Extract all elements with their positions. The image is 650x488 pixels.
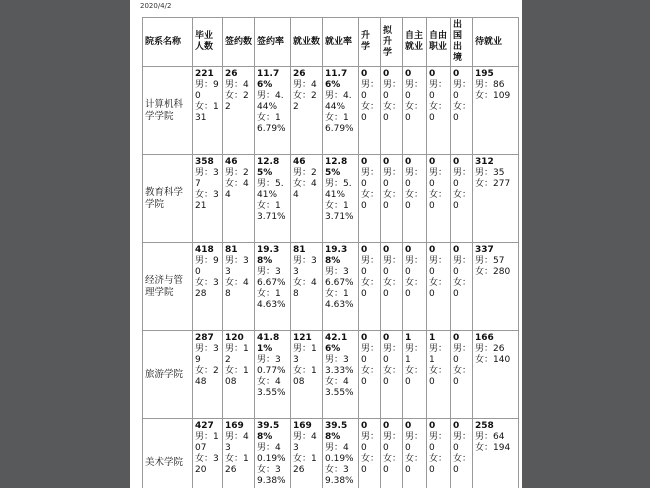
- male-value: 男：43: [225, 432, 249, 453]
- female-value: 女：0: [453, 454, 472, 475]
- male-value: 男：35: [475, 168, 505, 178]
- employment-table: [142, 17, 519, 488]
- table-row: [143, 243, 519, 331]
- cell-freelance: [427, 67, 451, 155]
- cell-employed: [291, 419, 323, 488]
- female-value: 女：0: [383, 454, 402, 475]
- female-value: 女：14.63%: [325, 289, 354, 310]
- female-value: 女：321: [195, 190, 219, 211]
- cell-abroad: [451, 67, 473, 155]
- college-name: 美术学院: [143, 419, 193, 488]
- cell-sign-rate: [255, 419, 291, 488]
- male-value: 男：0: [453, 256, 472, 277]
- column-header: 毕业人数: [193, 18, 223, 67]
- cell-sign-rate: [255, 155, 291, 243]
- document-page: [130, 0, 522, 488]
- total-value: 41.81%: [257, 333, 280, 354]
- column-header: 出国出境: [451, 18, 473, 67]
- cell-freelance: [427, 243, 451, 331]
- male-value: 男：4.44%: [257, 91, 284, 112]
- total-value: 0: [361, 333, 368, 343]
- female-value: 女：0: [383, 102, 402, 123]
- cell-further: [359, 67, 381, 155]
- cell-signed: [223, 155, 255, 243]
- total-value: 0: [405, 245, 412, 255]
- total-value: 427: [195, 421, 214, 431]
- cell-freelance: [427, 419, 451, 488]
- male-value: 男：0: [383, 344, 402, 365]
- cell-pending: [473, 67, 519, 155]
- male-value: 男：0: [453, 80, 472, 101]
- college-name: 旅游学院: [143, 331, 193, 419]
- total-value: 0: [453, 245, 460, 255]
- female-value: 女：0: [429, 454, 448, 475]
- male-value: 男：1: [405, 344, 424, 365]
- male-value: 男：0: [405, 256, 424, 277]
- total-value: 0: [361, 245, 368, 255]
- total-value: 0: [361, 157, 368, 167]
- total-value: 81: [225, 245, 238, 255]
- male-value: 男：0: [429, 432, 448, 453]
- column-header: 就业数: [291, 18, 323, 67]
- female-value: 女：39.38%: [325, 465, 354, 486]
- total-value: 0: [429, 69, 436, 79]
- female-value: 女：13.71%: [325, 201, 354, 222]
- total-value: 26: [293, 69, 306, 79]
- female-value: 女：39.38%: [257, 465, 286, 486]
- male-value: 男：4.44%: [325, 91, 352, 112]
- male-value: 男：40.19%: [257, 443, 286, 464]
- total-value: 19.38%: [325, 245, 348, 266]
- male-value: 男：26: [475, 344, 505, 354]
- column-header: 院系名称: [143, 18, 193, 67]
- female-value: 女：0: [429, 366, 448, 387]
- male-value: 男：5.41%: [325, 179, 352, 200]
- total-value: 0: [429, 421, 436, 431]
- total-value: 11.76%: [325, 69, 348, 90]
- total-value: 26: [225, 69, 238, 79]
- male-value: 男：2: [293, 168, 317, 178]
- cell-employed: [291, 155, 323, 243]
- male-value: 男：0: [361, 344, 380, 365]
- total-value: 166: [475, 333, 494, 343]
- male-value: 男：5.41%: [257, 179, 284, 200]
- female-value: 女：0: [405, 366, 424, 387]
- total-value: 11.76%: [257, 69, 280, 90]
- cell-graduates: [193, 67, 223, 155]
- male-value: 男：0: [405, 168, 424, 189]
- cell-signed: [223, 419, 255, 488]
- cell-signed: [223, 331, 255, 419]
- female-value: 女：44: [293, 179, 317, 200]
- male-value: 男：0: [383, 168, 402, 189]
- female-value: 女：0: [405, 190, 424, 211]
- total-value: 358: [195, 157, 214, 167]
- cell-employed: [291, 67, 323, 155]
- cell-pending: [473, 331, 519, 419]
- total-value: 0: [405, 69, 412, 79]
- male-value: 男：0: [429, 256, 448, 277]
- total-value: 0: [453, 157, 460, 167]
- total-value: 12.85%: [257, 157, 280, 178]
- male-value: 男：90: [195, 80, 219, 101]
- male-value: 男：13: [293, 344, 317, 365]
- female-value: 女：0: [453, 102, 472, 123]
- female-value: 女：44: [225, 179, 249, 200]
- table-row: [143, 331, 519, 419]
- column-header: 签约数: [223, 18, 255, 67]
- table-row: [143, 419, 519, 488]
- column-header: 待就业: [473, 18, 519, 67]
- female-value: 女：22: [293, 91, 317, 112]
- total-value: 0: [405, 157, 412, 167]
- total-value: 0: [405, 421, 412, 431]
- cell-further: [359, 331, 381, 419]
- male-value: 男：0: [361, 80, 380, 101]
- total-value: 39.58%: [325, 421, 348, 442]
- female-value: 女：0: [361, 102, 380, 123]
- male-value: 男：40.19%: [325, 443, 354, 464]
- female-value: 女：22: [225, 91, 249, 112]
- male-value: 男：33: [225, 256, 249, 277]
- male-value: 男：0: [383, 432, 402, 453]
- male-value: 男：1: [429, 344, 448, 365]
- cell-freelance: [427, 331, 451, 419]
- total-value: 0: [383, 421, 390, 431]
- total-value: 12.85%: [325, 157, 348, 178]
- college-name: 经济与管理学院: [143, 243, 193, 331]
- male-value: 男：86: [475, 80, 505, 90]
- cell-employed: [291, 243, 323, 331]
- male-value: 男：0: [361, 168, 380, 189]
- cell-planned: [381, 419, 403, 488]
- cell-abroad: [451, 331, 473, 419]
- cell-planned: [381, 243, 403, 331]
- total-value: 0: [383, 333, 390, 343]
- female-value: 女：0: [383, 190, 402, 211]
- female-value: 女：277: [475, 179, 511, 189]
- total-value: 169: [225, 421, 244, 431]
- cell-signed: [223, 67, 255, 155]
- total-value: 221: [195, 69, 214, 79]
- cell-self-emp: [403, 419, 427, 488]
- header-row: [143, 18, 519, 67]
- cell-further: [359, 155, 381, 243]
- male-value: 男：64: [475, 432, 505, 442]
- column-header: 就业率: [323, 18, 359, 67]
- female-value: 女：0: [383, 278, 402, 299]
- cell-pending: [473, 155, 519, 243]
- male-value: 男：37: [195, 168, 219, 189]
- total-value: 418: [195, 245, 214, 255]
- male-value: 男：0: [453, 168, 472, 189]
- column-header: 自主就业: [403, 18, 427, 67]
- total-value: 46: [293, 157, 306, 167]
- male-value: 男：4: [293, 80, 317, 90]
- cell-graduates: [193, 331, 223, 419]
- male-value: 男：107: [195, 432, 219, 453]
- female-value: 女：0: [429, 102, 448, 123]
- cell-sign-rate: [255, 331, 291, 419]
- cell-graduates: [193, 155, 223, 243]
- total-value: 0: [429, 157, 436, 167]
- cell-graduates: [193, 243, 223, 331]
- print-date: 2020/4/2: [140, 2, 172, 10]
- female-value: 女：194: [475, 443, 511, 453]
- male-value: 男：36.67%: [325, 267, 354, 288]
- female-value: 女：43.55%: [325, 377, 354, 398]
- female-value: 女：328: [195, 278, 219, 299]
- male-value: 男：0: [453, 432, 472, 453]
- cell-pending: [473, 243, 519, 331]
- total-value: 0: [453, 69, 460, 79]
- male-value: 男：33: [293, 256, 317, 277]
- cell-planned: [381, 155, 403, 243]
- cell-emp-rate: [323, 419, 359, 488]
- college-name: 计算机科学学院: [143, 67, 193, 155]
- cell-freelance: [427, 155, 451, 243]
- male-value: 男：0: [429, 168, 448, 189]
- female-value: 女：140: [475, 355, 511, 365]
- female-value: 女：280: [475, 267, 511, 277]
- cell-further: [359, 419, 381, 488]
- male-value: 男：0: [383, 256, 402, 277]
- total-value: 312: [475, 157, 494, 167]
- female-value: 女：0: [361, 454, 380, 475]
- cell-emp-rate: [323, 243, 359, 331]
- male-value: 男：36.67%: [257, 267, 286, 288]
- total-value: 287: [195, 333, 214, 343]
- male-value: 男：90: [195, 256, 219, 277]
- cell-sign-rate: [255, 67, 291, 155]
- male-value: 男：30.77%: [257, 355, 286, 376]
- column-header: 签约率: [255, 18, 291, 67]
- female-value: 女：48: [293, 278, 317, 299]
- total-value: 169: [293, 421, 312, 431]
- female-value: 女：248: [195, 366, 219, 387]
- female-value: 女：0: [361, 278, 380, 299]
- male-value: 男：0: [405, 432, 424, 453]
- total-value: 0: [383, 69, 390, 79]
- female-value: 女：131: [195, 102, 219, 123]
- column-header: 拟升学: [381, 18, 403, 67]
- female-value: 女：0: [405, 102, 424, 123]
- total-value: 1: [405, 333, 412, 343]
- cell-graduates: [193, 419, 223, 488]
- female-value: 女：108: [293, 366, 317, 387]
- total-value: 0: [453, 421, 460, 431]
- cell-planned: [381, 67, 403, 155]
- column-header: 自由职业: [427, 18, 451, 67]
- total-value: 121: [293, 333, 312, 343]
- cell-abroad: [451, 419, 473, 488]
- column-header: 升学: [359, 18, 381, 67]
- total-value: 195: [475, 69, 494, 79]
- female-value: 女：14.63%: [257, 289, 286, 310]
- female-value: 女：0: [453, 278, 472, 299]
- male-value: 男：57: [475, 256, 505, 266]
- female-value: 女：108: [225, 366, 249, 387]
- female-value: 女：0: [453, 190, 472, 211]
- male-value: 男：0: [429, 80, 448, 101]
- female-value: 女：43.55%: [257, 377, 286, 398]
- cell-self-emp: [403, 331, 427, 419]
- total-value: 39.58%: [257, 421, 280, 442]
- total-value: 0: [453, 333, 460, 343]
- total-value: 19.38%: [257, 245, 280, 266]
- female-value: 女：0: [361, 190, 380, 211]
- female-value: 女：0: [429, 278, 448, 299]
- female-value: 女：48: [225, 278, 249, 299]
- cell-self-emp: [403, 243, 427, 331]
- cell-planned: [381, 331, 403, 419]
- female-value: 女：0: [453, 366, 472, 387]
- cell-abroad: [451, 243, 473, 331]
- male-value: 男：33.33%: [325, 355, 354, 376]
- male-value: 男：43: [293, 432, 317, 453]
- cell-emp-rate: [323, 67, 359, 155]
- female-value: 女：126: [225, 454, 249, 475]
- cell-employed: [291, 331, 323, 419]
- total-value: 0: [383, 157, 390, 167]
- cell-signed: [223, 243, 255, 331]
- total-value: 46: [225, 157, 238, 167]
- female-value: 女：109: [475, 91, 511, 101]
- male-value: 男：4: [225, 80, 249, 90]
- total-value: 81: [293, 245, 306, 255]
- table-row: [143, 155, 519, 243]
- total-value: 0: [383, 245, 390, 255]
- male-value: 男：0: [383, 80, 402, 101]
- female-value: 女：0: [429, 190, 448, 211]
- total-value: 337: [475, 245, 494, 255]
- male-value: 男：0: [405, 80, 424, 101]
- female-value: 女：126: [293, 454, 317, 475]
- cell-pending: [473, 419, 519, 488]
- male-value: 男：2: [225, 168, 249, 178]
- male-value: 男：0: [361, 256, 380, 277]
- cell-emp-rate: [323, 331, 359, 419]
- female-value: 女：16.79%: [325, 113, 354, 134]
- total-value: 1: [429, 333, 436, 343]
- cell-self-emp: [403, 67, 427, 155]
- college-name: 教育科学学院: [143, 155, 193, 243]
- cell-self-emp: [403, 155, 427, 243]
- cell-abroad: [451, 155, 473, 243]
- table-row: [143, 67, 519, 155]
- male-value: 男：0: [361, 432, 380, 453]
- female-value: 女：13.71%: [257, 201, 286, 222]
- total-value: 258: [475, 421, 494, 431]
- female-value: 女：16.79%: [257, 113, 286, 134]
- total-value: 42.16%: [325, 333, 348, 354]
- cell-further: [359, 243, 381, 331]
- male-value: 男：0: [453, 344, 472, 365]
- total-value: 0: [429, 245, 436, 255]
- male-value: 男：39: [195, 344, 219, 365]
- female-value: 女：0: [383, 366, 402, 387]
- female-value: 女：320: [195, 454, 219, 475]
- cell-sign-rate: [255, 243, 291, 331]
- total-value: 0: [361, 421, 368, 431]
- female-value: 女：0: [405, 454, 424, 475]
- female-value: 女：0: [361, 366, 380, 387]
- total-value: 120: [225, 333, 244, 343]
- cell-emp-rate: [323, 155, 359, 243]
- female-value: 女：0: [405, 278, 424, 299]
- male-value: 男：12: [225, 344, 249, 365]
- total-value: 0: [361, 69, 368, 79]
